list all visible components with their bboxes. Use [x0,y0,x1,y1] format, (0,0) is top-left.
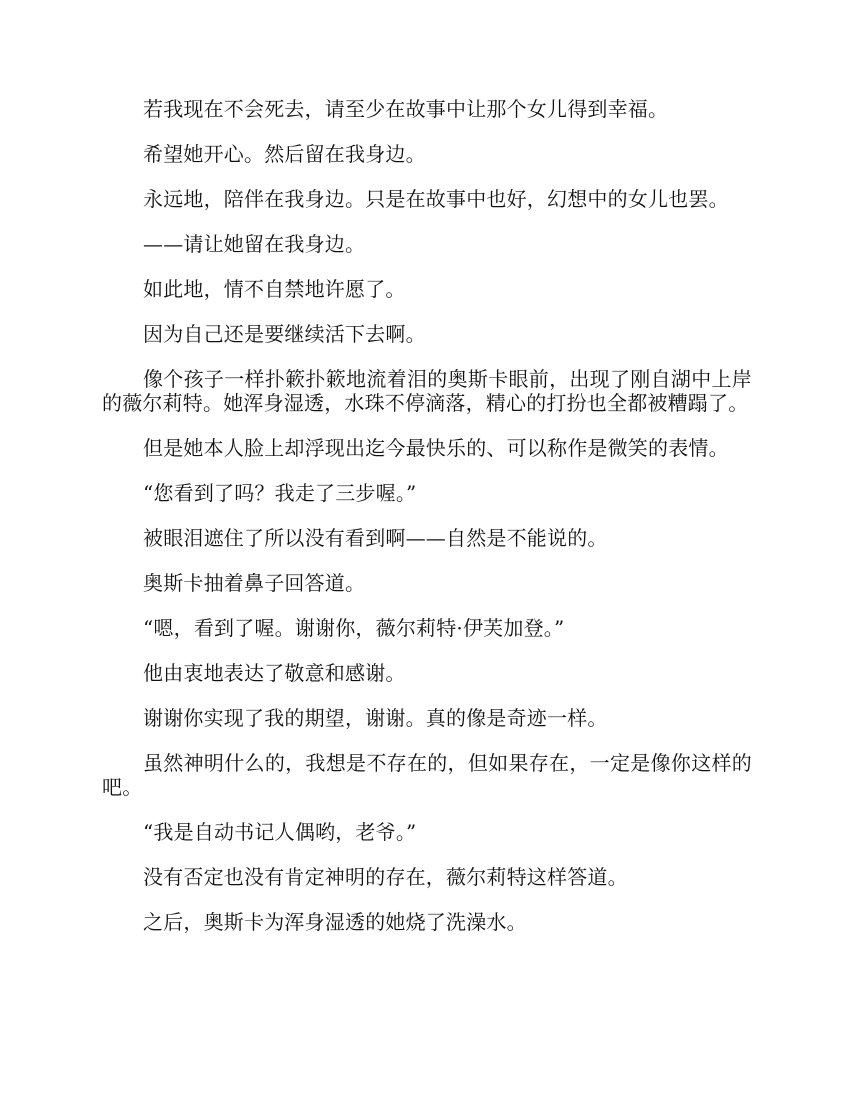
paragraph-18: 之后，奥斯卡为浑身湿透的她烧了洗澡水。 [143,910,527,934]
paragraph-13: 他由衷地表达了敬意和感谢。 [143,661,406,685]
paragraph-11: 奥斯卡抽着鼻子回答道。 [143,571,366,595]
paragraph-5: 如此地，情不自禁地许愿了。 [143,277,406,301]
paragraph-15: 虽然神明什么的，我想是不存在的，但如果存在，一定是像你这样的吧。 [102,751,752,799]
paragraph-16: “我是自动书记人偶哟，老爷。” [143,820,417,844]
paragraph-17: 没有否定也没有肯定神明的存在，薇尔莉特这样答道。 [143,865,628,889]
paragraph-10: 被眼泪遮住了所以没有看到啊——自然是不能说的。 [143,526,608,550]
paragraph-4: ——请让她留在我身边。 [143,232,366,256]
paragraph-1: 若我现在不会死去，请至少在故事中让那个女儿得到幸福。 [143,97,669,121]
paragraph-8: 但是她本人脸上却浮现出迄今最快乐的、可以称作是微笑的表情。 [143,436,729,460]
paragraph-3: 永远地，陪伴在我身边。只是在故事中也好，幻想中的女儿也罢。 [143,187,729,211]
paragraph-2: 希望她开心。然后留在我身边。 [143,142,426,166]
paragraph-12: “嗯，看到了喔。谢谢你，薇尔莉特·伊芙加登。” [143,616,565,640]
paragraph-9: “您看到了吗？我走了三步喔。” [143,481,417,505]
paragraph-14: 谢谢你实现了我的期望，谢谢。真的像是奇迹一样。 [143,706,608,730]
paragraph-6: 因为自己还是要继续活下去啊。 [143,322,426,346]
document-page [102,97,752,955]
paragraph-7: 像个孩子一样扑簌扑簌地流着泪的奥斯卡眼前，出现了刚自湖中上岸的薇尔莉特。她浑身湿透，水珠不停滴落，精心的打扮也全都被糟蹋了。 [102,367,752,415]
